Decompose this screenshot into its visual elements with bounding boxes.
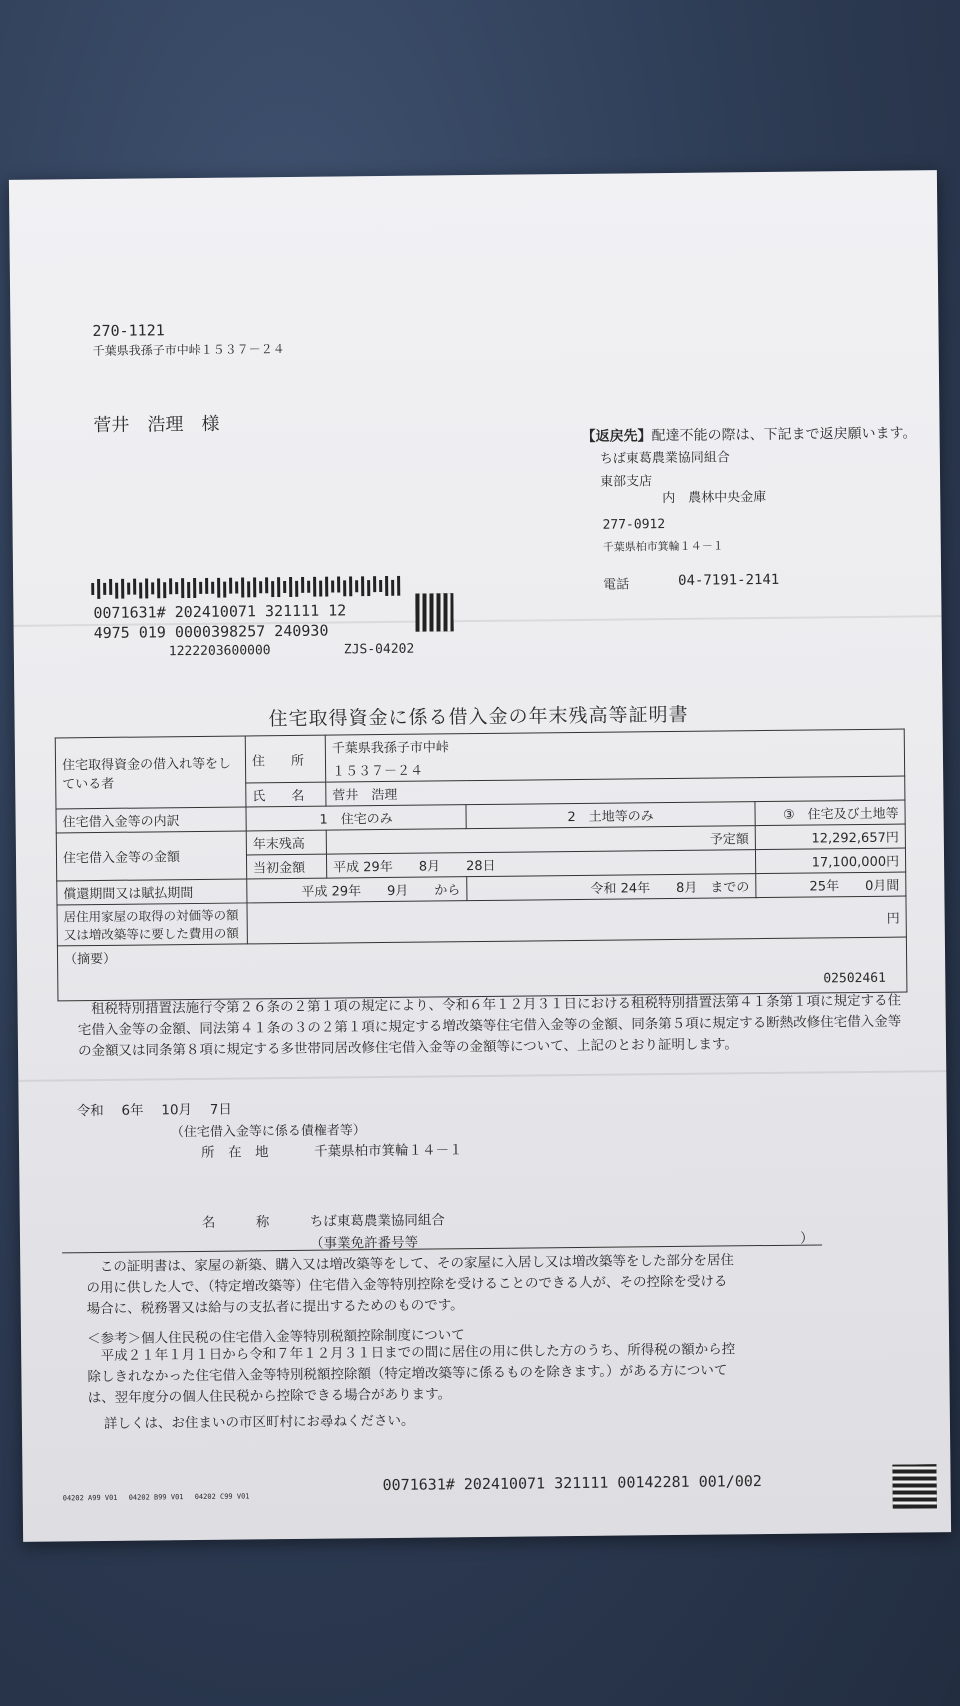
consideration-label: 居住用家屋の取得の対価等の額又は増改築等に要した費用の額 <box>57 903 247 946</box>
option-house-and-land: ③ 住宅及び土地等 <box>755 800 905 826</box>
initial-amount: 17,100,000円 <box>755 848 905 874</box>
initial-label: 当初金額 <box>246 854 326 879</box>
year-end-amount: 12,292,657円 <box>755 824 905 850</box>
document-title: 住宅取得資金に係る借入金の年末残高等証明書 <box>268 703 689 731</box>
form-code-b: 04202 B99 V01 <box>128 1493 184 1502</box>
borrower-label: 住宅取得資金の借入れ等をしている者 <box>55 736 246 809</box>
address-value-2: １５３７－２４ <box>325 753 904 783</box>
certificate-table <box>55 729 908 1002</box>
initial-date: 平成 29年 8月 28日 <box>326 850 755 878</box>
issue-date: 令和 6年 10月 7日 <box>76 1101 232 1120</box>
amount-label: 住宅借入金等の金額 <box>56 831 246 881</box>
recipient-name: 菅井 浩理 様 <box>93 413 220 437</box>
recipient-address: 千葉県我孫子市中峠１５３７－２４ <box>92 342 285 359</box>
period-from: 平成 29年 9月 から <box>247 877 467 903</box>
fold-line <box>18 1070 946 1082</box>
name-value: 菅井 浩理 <box>326 776 905 806</box>
footer-qr-code <box>892 1464 936 1508</box>
recipient-postal-code: 270-1121 <box>92 321 165 341</box>
period-length: 25年 0月間 <box>756 872 906 898</box>
code-line-3: 1222203600000 <box>168 643 271 660</box>
option-house-only: 1 住宅のみ <box>246 805 466 831</box>
return-bank: 内 農林中央金庫 <box>662 489 767 507</box>
form-code-a: 04202 A99 V01 <box>62 1493 118 1503</box>
code-line-2: 4975 019 0000398257 240930 <box>93 621 329 643</box>
consideration-yen: 円 <box>247 896 906 944</box>
location-label: 所 在 地 <box>201 1144 269 1161</box>
name-label: 氏 名 <box>246 782 326 807</box>
footer-code: 0071631# 202410071 321111 00142281 001/002 <box>382 1472 762 1495</box>
address-label: 住 所 <box>245 735 325 783</box>
statement: 租税特別措置法施行令第２６条の２第１項の規定により、令和６年１２月３１日における租税特別措置法第４１条第１項に規定する住宅借入金等の金額、同法第４１条の３の２第１項に規定する増改築等住宅借入金等の金額、同条第５項に規定する断熱改修住宅借入金等の金額又は同条第８項に規定する多世帯同居改修住宅借入金等の金額等について、上記のとおり証明します。 <box>77 992 902 1060</box>
issuer-name-label: 名 称 <box>201 1214 270 1231</box>
year-end-label: 年末残高 <box>246 830 326 855</box>
return-branch: 東部支店 <box>600 474 653 490</box>
license-label: （事業免許番号等 <box>309 1234 419 1252</box>
return-phone-label: 電話 <box>603 577 630 593</box>
remarks: （摘要） <box>57 937 907 1001</box>
form-code-c: 04202 C99 V01 <box>194 1492 250 1502</box>
period-to: 令和 24年 8月 までの <box>467 874 756 901</box>
license-close: ） <box>799 1230 814 1247</box>
notice: この証明書は、家屋の新築、購入又は増改築等をして、その家屋に入居し又は増改築等をした部分を居住の用に供した人で、（特定増改築等）住宅借入金等特別控除を受けることのできる人が、その控除を受ける場合に、税務署又は給与の支払者に提出するためのものです。 <box>86 1252 735 1318</box>
code-line-1: 0071631# 202410071 321111 12 <box>93 601 347 623</box>
option-land-only: 2 土地等のみ <box>466 802 755 829</box>
location-value: 千葉県柏市箕輪１４－１ <box>314 1142 463 1160</box>
reference-number: 02502461 <box>823 970 887 987</box>
scheduled-label: 予定額 <box>326 826 755 854</box>
certificate-sheet <box>9 170 951 1542</box>
code-line-3b: ZJS-04202 <box>343 641 415 658</box>
reference-title: ＜参考＞個人住民税の住宅借入金等特別税額控除制度について <box>86 1327 465 1348</box>
return-phone: 04-7191-2141 <box>678 571 780 589</box>
return-notice: 【返戻先】配達不能の際は、下記まで返戻願います。 <box>581 425 917 445</box>
issuer-heading: （住宅借入金等に係る債権者等） <box>170 1123 366 1141</box>
issuer-name: ちば東葛農業協同組合 <box>309 1212 445 1230</box>
return-org: ちば東葛農業協同組合 <box>599 450 730 467</box>
reference-tail: 詳しくは、お住まいの市区町村にお尋ねください。 <box>103 1412 415 1432</box>
period-label: 償還期間又は賦払期間 <box>57 879 247 905</box>
return-postal-code: 277-0912 <box>602 517 666 533</box>
return-address: 千葉県柏市箕輪１４－１ <box>602 539 724 554</box>
reference-body: 平成２１年１月１日から令和７年１２月３１日までの間に居住の用に供した方のうち、所得税の額から控除しきれなかった住宅借入金等特別税額控除額（特定増改築等に係るものを除きます。）がある方については、翌年度分の個人住民税から控除できる場合があります。 <box>87 1341 736 1407</box>
qr-code <box>415 593 453 631</box>
address-value-1: 千葉県我孫子市中峠 <box>325 729 904 759</box>
postal-barcode <box>91 576 401 599</box>
breakdown-label: 住宅借入金等の内訳 <box>56 807 246 833</box>
